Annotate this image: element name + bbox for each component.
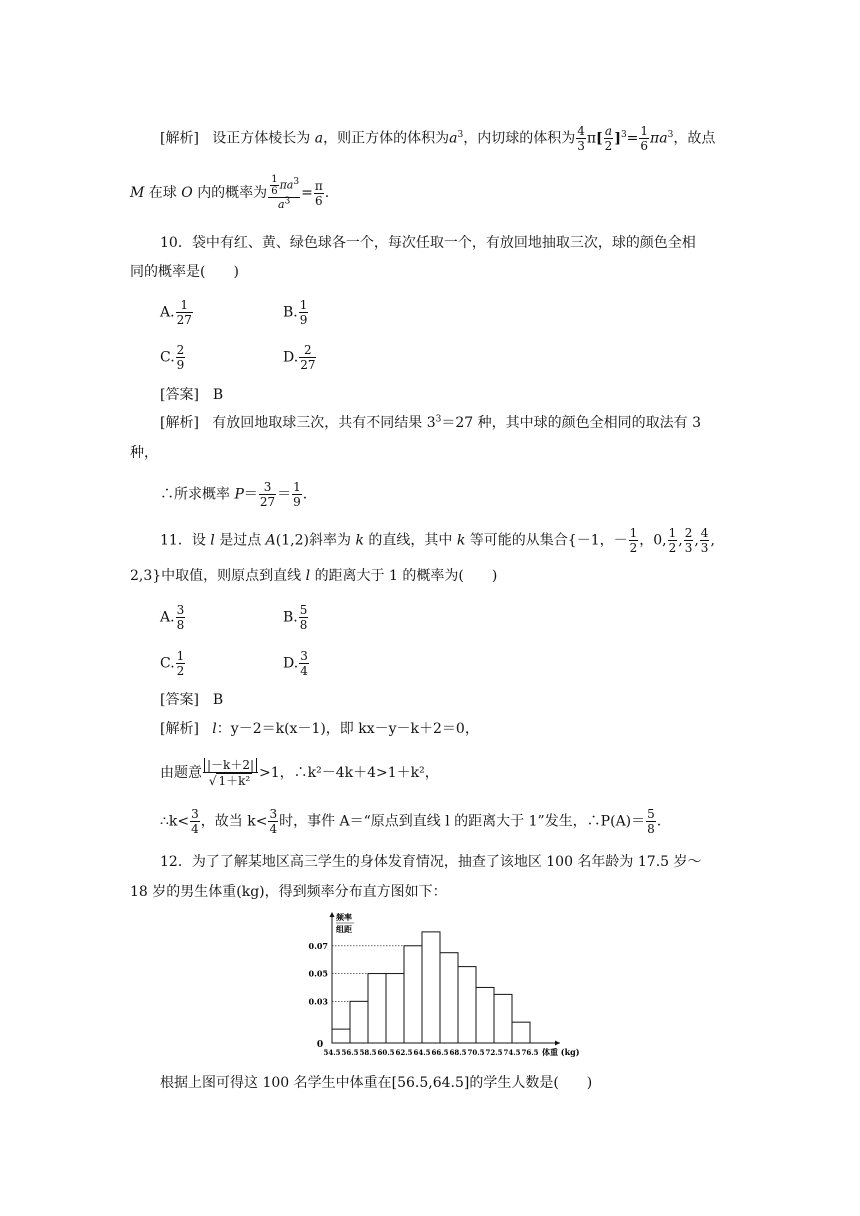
x-tick-label: 72.5 bbox=[485, 1048, 503, 1057]
histogram-bar bbox=[494, 994, 512, 1043]
x-tick-label: 70.5 bbox=[467, 1048, 485, 1057]
solution-tag: [解析] bbox=[160, 130, 199, 147]
histogram-bar bbox=[440, 953, 458, 1043]
q10-option-a: A. $\frac{1}{27}$ bbox=[160, 298, 192, 327]
q11-stem-line1: 11．设 l 是过点 A(1,2)斜率为 k 的直线，其中 k 等可能的从集合{－1，－ $\frac{1}{2}$ ，0, $\frac{1}{2}$ , $\frac{2}{3}$ , $\frac{4}{3}$ , bbox=[160, 526, 715, 555]
origin-label: 0 bbox=[316, 1040, 324, 1050]
fraction: $\frac{4}{3}$ bbox=[577, 124, 585, 153]
q12-stem-line3: 根据上图可得这 100 名学生中体重在[56.5,64.5]的学生人数是( ) bbox=[160, 1075, 593, 1091]
histogram-chart bbox=[292, 908, 612, 1063]
q11-answer: [答案] B bbox=[160, 692, 224, 708]
histogram-bar bbox=[386, 974, 404, 1043]
histogram-bar bbox=[404, 946, 422, 1043]
q10-option-c: C. $\frac{2}{9}$ bbox=[160, 343, 185, 372]
x-tick-label: 68.5 bbox=[449, 1048, 467, 1057]
histogram-bar bbox=[458, 967, 476, 1043]
y-tick-label: 0.03 bbox=[308, 996, 328, 1007]
q10-option-d: D. $\frac{2}{27}$ bbox=[283, 343, 316, 372]
q11-stem-line2: 2,3}中取值，则原点到直线 l 的距离大于 1 的概率为( ) bbox=[130, 568, 498, 584]
q9-solution-line1: [解析] 设正方体棱长为 a，则正方体的体积为$a^3$，内切球的体积为 $\frac{4}{3}$ π[ $\frac{a}{2}$ ]$^3$= $\frac{1}{6}$ $\pi a^3$，故点 bbox=[160, 124, 716, 153]
histogram-bar bbox=[422, 932, 440, 1043]
histogram-bar bbox=[512, 1022, 530, 1043]
q9-solution-line2: M 在球 O 内的概率为 $\frac{1}{6}$ $\pi a^3$ $a^3$ = $\frac{\pi}{6}$ . bbox=[130, 174, 330, 211]
histogram-bar bbox=[476, 987, 494, 1043]
q10-solution-line1: [解析] 有放回地取球三次，共有不同结果 $3^3=27$ 种，其中球的颜色全相同的取法有 3 bbox=[160, 414, 702, 431]
x-tick-label: 58.5 bbox=[359, 1048, 377, 1057]
q11-option-d: D. $\frac{3}{4}$ bbox=[283, 649, 308, 678]
q12-stem-line1: 12．为了了解某地区高三学生的身体发育情况，抽查了该地区 100 名年龄为 17.5 岁～ bbox=[160, 854, 702, 870]
x-axis-label: 体重 (kg) bbox=[542, 1047, 580, 1057]
x-tick-label: 64.5 bbox=[413, 1048, 431, 1057]
y-axis-label-top: 频率 bbox=[336, 912, 352, 922]
y-axis-label-bottom: 组距 bbox=[336, 924, 352, 934]
q11-option-a: A. $\frac{3}{8}$ bbox=[160, 603, 185, 632]
x-tick-label: 54.5 bbox=[323, 1048, 341, 1057]
q11-solution-line3: ∴k< $\frac{3}{4}$ ，故当 k< $\frac{3}{4}$ 时，事件 A＝“原点到直线 l 的距离大于 1”发生，∴P(A)＝ $\frac{5}{8}$ . bbox=[160, 807, 662, 836]
histogram-bar bbox=[368, 974, 386, 1043]
q10-solution-line3: ∴所求概率 P＝ $\frac{3}{27}$ ＝ $\frac{1}{9}$ . bbox=[160, 480, 308, 509]
q12-stem-line2: 18 岁的男生体重(kg)，得到频率分布直方图如下： bbox=[130, 884, 447, 900]
q10-option-b: B. $\frac{1}{9}$ bbox=[283, 298, 308, 327]
x-axis-arrow bbox=[555, 1041, 560, 1046]
q10-answer: [答案] B bbox=[160, 387, 224, 403]
x-tick-label: 56.5 bbox=[341, 1048, 359, 1057]
fraction: $\frac{1}{6}$ bbox=[640, 124, 649, 153]
q10-stem-line2: 同的概率是( ) bbox=[130, 264, 239, 280]
y-tick-label: 0.07 bbox=[308, 940, 328, 951]
q11-option-c: C. $\frac{1}{2}$ bbox=[160, 649, 185, 678]
fraction: $\frac{\pi}{6}$ bbox=[314, 178, 323, 208]
histogram-bar bbox=[350, 1001, 368, 1043]
q10-stem-line1: 10．袋中有红、黄、绿色球各一个，每次任取一个，有放回地抽取三次，球的颜色全相 bbox=[160, 235, 696, 251]
y-tick-label: 0.05 bbox=[308, 968, 328, 979]
q11-solution-line1: [解析] l：y－2＝k(x－1)，即 kx－y－k＋2＝0， bbox=[160, 721, 479, 737]
q11-option-b: B. $\frac{5}{8}$ bbox=[283, 603, 308, 632]
x-tick-label: 62.5 bbox=[395, 1048, 413, 1057]
x-tick-label: 74.5 bbox=[503, 1048, 521, 1057]
histogram-bar bbox=[332, 1029, 350, 1043]
x-tick-label: 66.5 bbox=[431, 1048, 449, 1057]
x-tick-label: 60.5 bbox=[377, 1048, 395, 1057]
q10-solution-line2: 种， bbox=[130, 445, 158, 461]
q11-solution-line2: 由题意 $\frac{|-k+2|}{\text{√ 1＋k²}}$ >1，∴k²－4k＋4>1＋k²， bbox=[160, 758, 439, 788]
fraction: $\frac{a}{2}$ bbox=[604, 124, 613, 153]
fraction: $\frac{1}{6}$ $\pi a^3$ $a^3$ bbox=[268, 174, 300, 212]
x-tick-label: 76.5 bbox=[521, 1048, 539, 1057]
y-axis-arrow bbox=[330, 912, 335, 917]
